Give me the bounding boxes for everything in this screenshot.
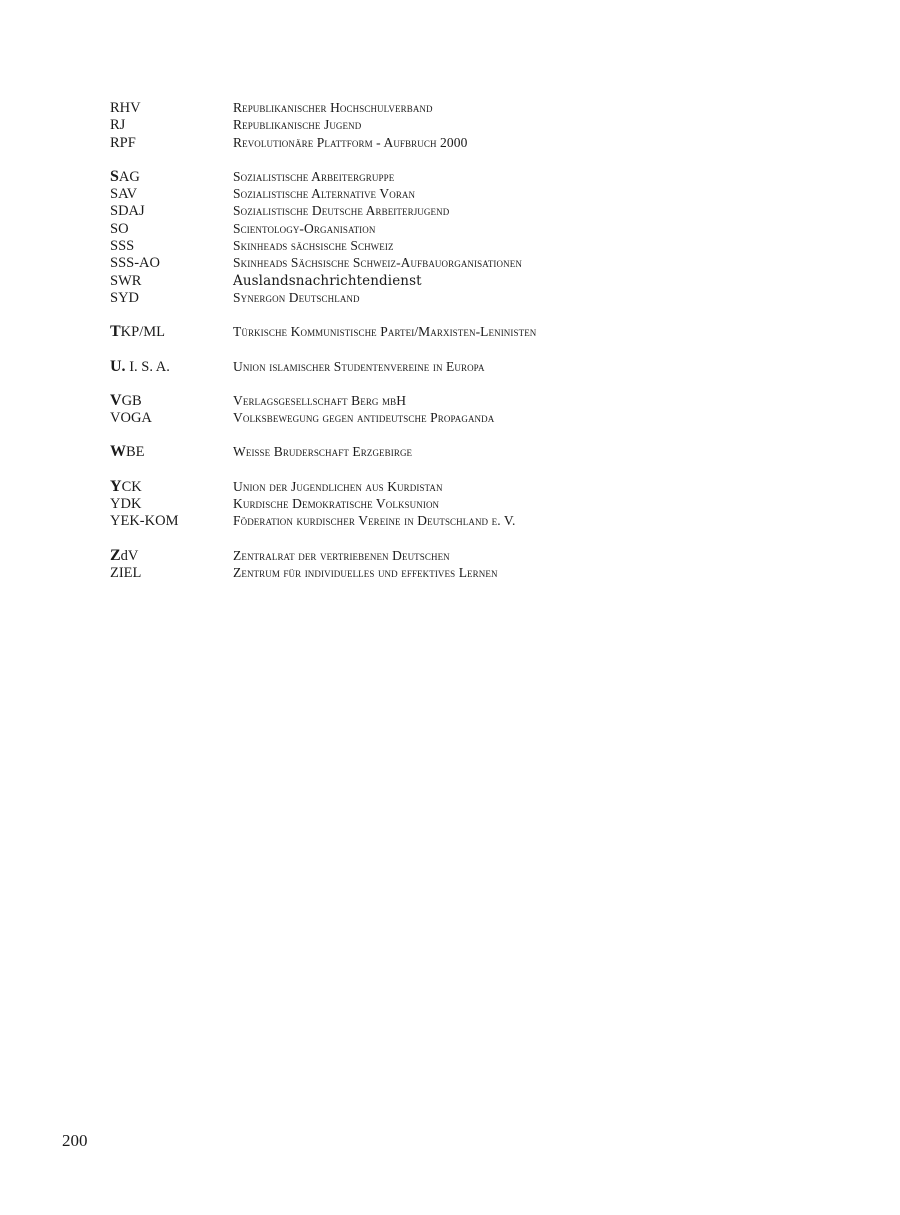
glossary-entry [110, 116, 810, 133]
abbreviation [110, 237, 233, 255]
abbreviation-text: SWR [110, 272, 142, 289]
glossary-letter-group [110, 392, 810, 427]
definition: Föderation kurdischer Vereine in Deutschland e. V. [233, 513, 516, 529]
abbreviation-initial: Y [110, 477, 122, 495]
abbreviation-initial: T [110, 323, 121, 341]
definition: Zentrum für individuelles und effektives Lernen [233, 564, 498, 580]
abbreviation-text: dV [120, 547, 139, 564]
definition: Synergon Deutschland [233, 289, 360, 305]
glossary-letter-group [110, 478, 810, 530]
abbreviation [110, 495, 233, 513]
glossary-entry [110, 409, 810, 426]
abbreviation [110, 564, 233, 582]
glossary-entry [110, 323, 810, 340]
definition: Republikanischer Hochschulverband [233, 100, 433, 115]
abbreviation [110, 185, 233, 203]
abbreviation-initial: U. [110, 357, 126, 375]
definition: Sozialistische Deutsche Arbeiterjugend [233, 203, 450, 219]
glossary-entry [110, 358, 810, 375]
glossary-entry [110, 512, 810, 529]
abbreviation [110, 478, 233, 496]
abbreviation-text: YDK [110, 496, 142, 513]
abbreviation-text: I. S. A. [125, 358, 170, 375]
abbreviation-text: ZIEL [110, 564, 142, 581]
abbreviation [110, 512, 233, 530]
abbreviation-text: KP/ML [120, 324, 165, 341]
abbreviation-initial: V [110, 391, 122, 409]
abbreviation [110, 409, 233, 427]
definition: Skinheads Sächsische Schweiz-Aufbauorganisationen [233, 255, 522, 271]
glossary-entry [110, 272, 810, 289]
abbreviation-text: YEK-KOM [110, 513, 179, 530]
abbreviation [110, 392, 233, 410]
abbreviation-text: SSS [110, 238, 135, 255]
abbreviation [110, 323, 233, 341]
glossary-letter-group [110, 547, 810, 582]
glossary-entry [110, 220, 810, 237]
glossary-entry [110, 289, 810, 306]
abbreviation [110, 168, 233, 186]
definition: Verlagsgesellschaft Berg mbH [233, 392, 407, 408]
definition: Republikanische Jugend [233, 117, 362, 133]
page-number: 200 [62, 1131, 88, 1150]
definition: Sozialistische Arbeitergruppe [233, 168, 395, 184]
definition: Volksbewegung gegen antideutsche Propaganda [233, 410, 495, 426]
definition: Sozialistische Alternative Voran [233, 186, 416, 202]
abbreviation-text: SYD [110, 289, 140, 306]
glossary-entry [110, 254, 810, 271]
abbreviation-initial: S [110, 167, 119, 185]
definition: Union islamischer Studentenvereine in Europa [233, 358, 485, 374]
abbreviation [110, 289, 233, 307]
abbreviation [110, 443, 233, 461]
glossary-entry [110, 495, 810, 512]
abbreviation-text: BE [126, 444, 145, 461]
glossary-entry [110, 134, 810, 151]
glossary-entry [110, 99, 810, 116]
abbreviation [110, 116, 233, 134]
glossary-entry [110, 392, 810, 409]
definition: Kurdische Demokratische Volksunion [233, 496, 440, 512]
abbreviation [110, 272, 233, 290]
abbreviation-text: SSS-AO [110, 255, 160, 272]
abbreviation-initial: W [110, 443, 126, 461]
abbreviation-text: SO [110, 220, 129, 237]
definition: Weiße Bruderschaft Erzgebirge [233, 444, 413, 460]
abbreviation-text: RHV [110, 100, 141, 116]
abbreviation-text: RJ [110, 117, 126, 134]
glossary-entry [110, 547, 810, 564]
abbreviation-initial: Z [110, 546, 121, 564]
definition: Scientology-Organisation [233, 220, 376, 236]
abbreviation-text: SDAJ [110, 203, 145, 220]
definition: Auslandsnachrichtendienst [233, 272, 422, 289]
glossary-entry [110, 564, 810, 581]
abbreviation-text: SAV [110, 186, 138, 203]
abbreviation-text: VOGA [110, 410, 152, 427]
glossary-letter-group [110, 443, 810, 460]
abbreviation [110, 547, 233, 565]
abbreviation-text: AG [118, 168, 140, 185]
glossary-letter-group [110, 99, 810, 151]
glossary-letter-group [110, 323, 810, 340]
abbreviation-glossary [110, 99, 810, 598]
definition: Union der Jugendlichen aus Kurdistan [233, 478, 443, 494]
definition: Türkische Kommunistische Partei/Marxisten-Leninisten [233, 324, 537, 340]
glossary-entry [110, 185, 810, 202]
glossary-letter-group [110, 358, 810, 375]
glossary-entry [110, 237, 810, 254]
definition: Zentralrat der vertriebenen Deutschen [233, 547, 450, 563]
glossary-entry [110, 478, 810, 495]
abbreviation [110, 220, 233, 238]
abbreviation [110, 99, 233, 117]
glossary-entry [110, 202, 810, 219]
abbreviation-text: CK [121, 478, 142, 495]
abbreviation [110, 254, 233, 272]
abbreviation-text: RPF [110, 134, 136, 151]
definition: Revolutionäre Plattform - Aufbruch 2000 [233, 134, 468, 150]
glossary-letter-group [110, 168, 810, 306]
glossary-entry [110, 168, 810, 185]
abbreviation [110, 134, 233, 152]
definition: Skinheads sächsische Schweiz [233, 238, 394, 254]
abbreviation-text: GB [121, 392, 142, 409]
glossary-entry [110, 443, 810, 460]
abbreviation [110, 202, 233, 220]
abbreviation [110, 358, 233, 376]
